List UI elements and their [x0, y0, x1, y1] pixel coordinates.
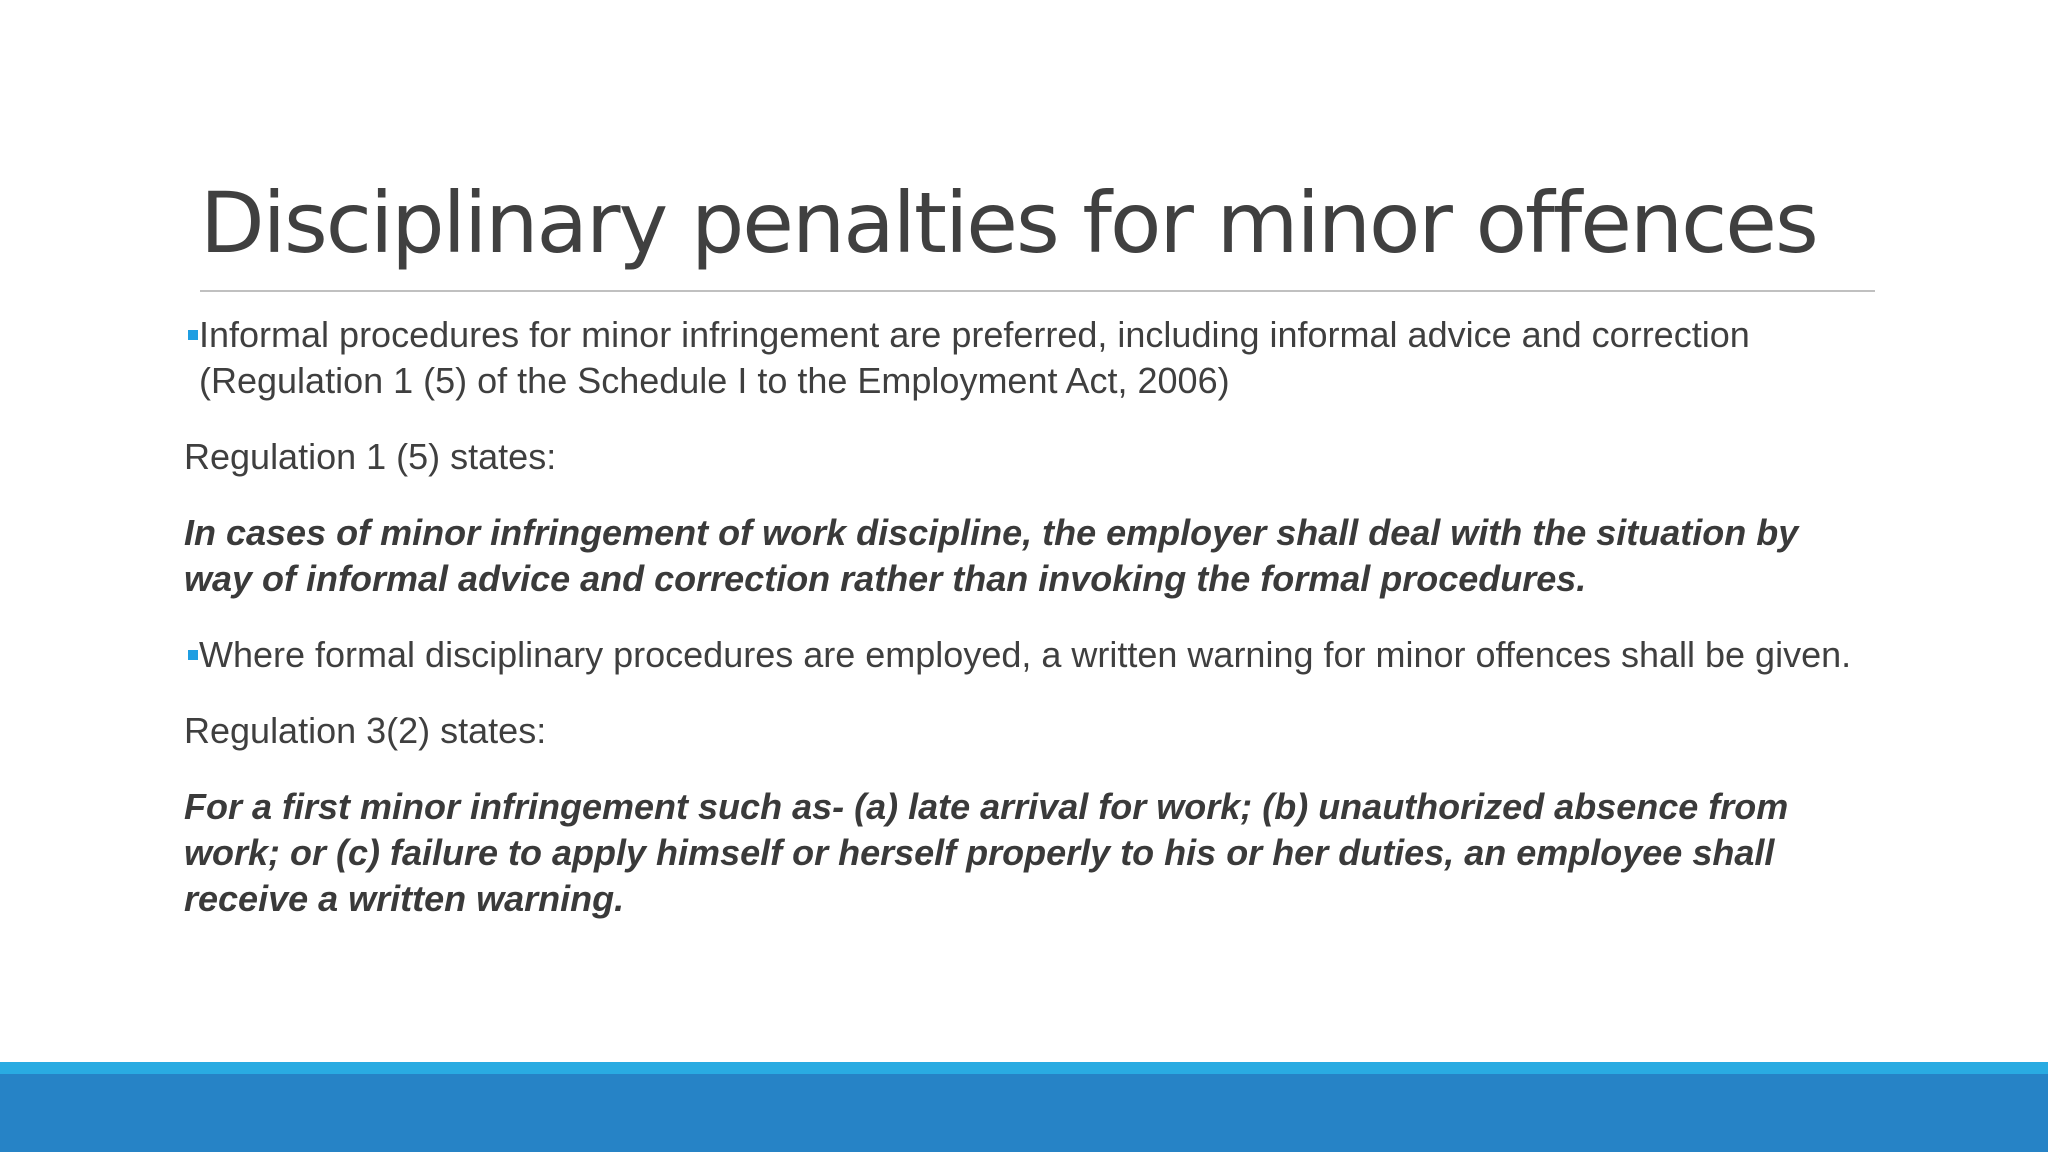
bullet-text: Informal procedures for minor infringement are preferred, including informal advice and correction (Regulation 1 (5) of the Schedule I to the Employment Act, 2006) — [199, 314, 1750, 401]
footer-accent-stripe — [0, 1062, 2048, 1074]
bullet-item-formal-procedures — [184, 632, 1874, 678]
regulation-3-2-quote: For a first minor infringement such as- (a) late arrival for work; (b) unauthorized absence from work; or (c) failure to apply himself or herself properly to his or her duties, an employee shall receive a written warning. — [184, 786, 1789, 919]
bullet-item-informal-procedures — [184, 312, 1874, 404]
square-bullet-icon — [188, 650, 198, 660]
bullet-text: Where formal disciplinary procedures are employed, a written warning for minor offences shall be given. — [199, 634, 1852, 675]
slide-body — [184, 312, 1874, 952]
regulation-3-2-heading: Regulation 3(2) states: — [184, 710, 547, 751]
title-divider — [200, 290, 1875, 292]
regulation-1-5-quote: In cases of minor infringement of work discipline, the employer shall deal with the situation by way of informal advice and correction rather than invoking the formal procedures. — [184, 512, 1799, 599]
slide-title: Disciplinary penalties for minor offences — [200, 174, 1817, 272]
footer-band — [0, 1074, 2048, 1152]
square-bullet-icon — [188, 330, 198, 340]
regulation-1-5-heading: Regulation 1 (5) states: — [184, 436, 557, 477]
